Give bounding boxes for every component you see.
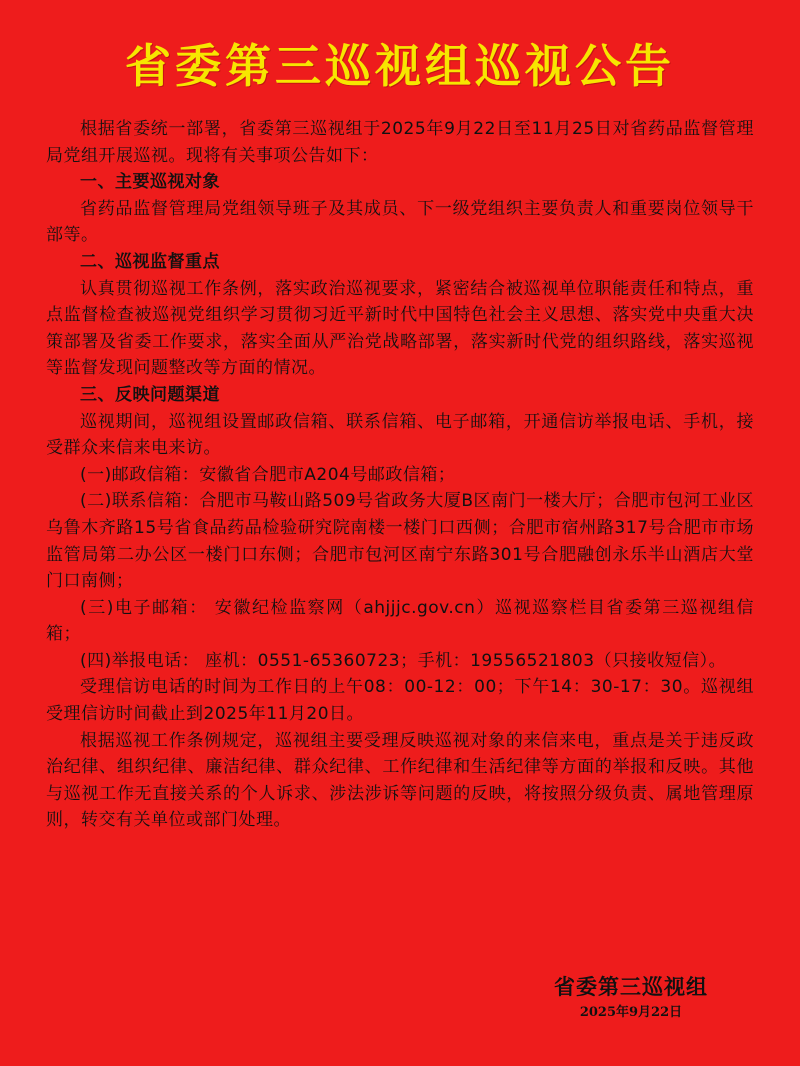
signature-org: 省委第三巡视组 — [554, 974, 708, 999]
scope-paragraph: 根据巡视工作条例规定，巡视组主要受理反映巡视对象的来信来电，重点是关于违反政治纪律、组织纪律、廉洁纪律、群众纪律、工作纪律和生活纪律等方面的举报和反映。其他与巡视工作无直接关系的个人诉求、涉法涉诉等问题的反映，将按照分级负责、属地管理原则，转交有关单位或部门处理。 — [46, 730, 754, 831]
channels-intro-paragraph: 巡视期间，巡视组设置邮政信箱、联系信箱、电子邮箱，开通信访举报电话、手机，接受群众来信来电来访。 — [46, 411, 754, 459]
announcement-body — [46, 116, 754, 834]
signature-block — [554, 972, 708, 1024]
phone-paragraph: (四)举报电话： 座机：0551-65360723；手机：19556521803（只接收短信）。 — [80, 650, 727, 671]
page-title: 省委第三巡视组巡视公告 — [125, 39, 675, 93]
email-paragraph: (三)电子邮箱： 安徽纪检监察网（ahjjjc.gov.cn）巡视巡察栏目省委第三巡视组信箱； — [46, 597, 754, 645]
focus-paragraph: 认真贯彻巡视工作条例，落实政治巡视要求，紧密结合被巡视单位职能责任和特点，重点监督检查被巡视党组织学习贯彻习近平新时代中国特色社会主义思想、落实党中央重大决策部署及省委工作要求，落实全面从严治党战略部署，落实新时代党的组织路线，落实巡视等监督发现问题整改等方面的情况。 — [46, 278, 754, 379]
signature-date: 2025年9月22日 — [579, 1005, 683, 1020]
section-heading-channels: 三、反映问题渠道 — [80, 384, 220, 405]
section-heading-focus: 二、巡视监督重点 — [80, 251, 220, 272]
postal-box-paragraph: (一)邮政信箱：安徽省合肥市A204号邮政信箱； — [80, 464, 456, 485]
section-heading-targets: 一、主要巡视对象 — [80, 172, 220, 193]
targets-paragraph: 省药品监督管理局党组领导班子及其成员、下一级党组织主要负责人和重要岗位领导干部等。 — [46, 198, 754, 246]
intro-paragraph: 根据省委统一部署，省委第三巡视组于2025年9月22日至11月25日对省药品监督管理局党组开展巡视。现将有关事项公告如下： — [46, 119, 754, 166]
hours-paragraph: 受理信访电话的时间为工作日的上午08：00-12：00；下午14：30-17：30。巡视组受理信访时间截止到2025年11月20日。 — [46, 677, 754, 725]
contact-box-paragraph: (二)联系信箱：合肥市马鞍山路509号省政务大厦B区南门一楼大厅；合肥市包河工业区乌鲁木齐路15号省食品药品检验研究院南楼一楼门口西侧；合肥市宿州路317号合肥市市场监管局第二办公区一楼门口东侧；合肥市包河区南宁东路301号合肥融创永乐半山酒店大堂门口南侧； — [46, 491, 754, 592]
